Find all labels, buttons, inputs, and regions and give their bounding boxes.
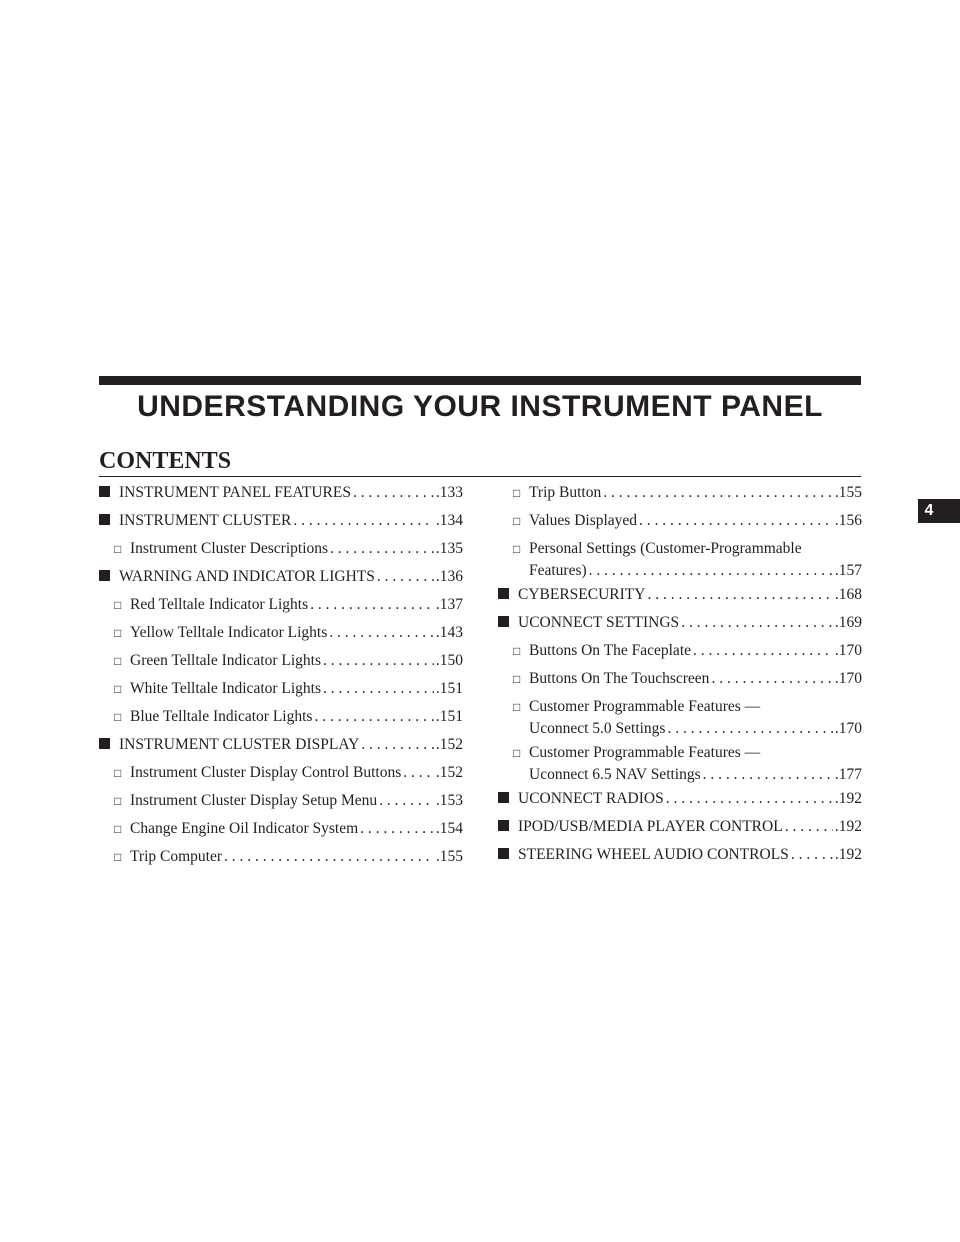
toc-entry-label: WARNING AND INDICATOR LIGHTS <box>119 568 375 585</box>
square-bullet-icon <box>498 584 518 606</box>
toc-entry-page: .168 <box>834 586 862 603</box>
toc-entry[interactable] <box>513 538 862 582</box>
toc-entry-page: .169 <box>834 614 862 631</box>
square-bullet-icon <box>99 734 119 756</box>
toc-entry-label: Buttons On The Touchscreen <box>529 670 710 687</box>
toc-entry-page: .155 <box>834 484 862 501</box>
toc-entry[interactable] <box>114 706 463 728</box>
toc-entry-page: .155 <box>435 848 463 865</box>
toc-entry-page: .133 <box>435 484 463 501</box>
leader-dots <box>314 706 433 728</box>
hollow-square-bullet-icon: □ <box>513 486 521 500</box>
toc-entry-label: Values Displayed <box>529 512 638 529</box>
toc-entry-page: .143 <box>435 624 463 641</box>
contents-heading: CONTENTS <box>99 448 232 474</box>
toc-entry-label: IPOD/USB/MEDIA PLAYER CONTROL <box>518 818 783 835</box>
square-bullet-icon <box>99 482 119 504</box>
toc-entry-label: UCONNECT RADIOS <box>518 790 664 807</box>
chapter-top-rule <box>99 376 861 385</box>
hollow-square-bullet-icon: □ <box>114 794 122 808</box>
toc-entry[interactable] <box>99 510 463 532</box>
leader-dots <box>377 566 434 588</box>
square-bullet-icon <box>498 612 518 634</box>
toc-entry-label: INSTRUMENT CLUSTER <box>119 512 292 529</box>
chapter-tab <box>918 499 960 523</box>
toc-entry-label: Uconnect 5.0 Settings <box>529 720 666 737</box>
toc-entry-label: Instrument Cluster Descriptions <box>130 540 329 557</box>
toc-entry-label: Green Telltale Indicator Lights <box>130 652 322 669</box>
leader-dots <box>667 718 832 740</box>
toc-entry-label: UCONNECT SETTINGS <box>518 614 680 631</box>
leader-dots <box>361 734 434 756</box>
toc-entry-page: .135 <box>435 540 463 557</box>
leader-dots <box>666 788 833 810</box>
toc-entry-page: .177 <box>834 766 862 783</box>
leader-dots <box>603 482 833 504</box>
leader-dots <box>379 790 434 812</box>
leader-dots <box>791 844 833 866</box>
toc-entry[interactable] <box>513 510 862 532</box>
leader-dots <box>323 678 434 700</box>
toc-entry-page: .150 <box>435 652 463 669</box>
toc-entry[interactable] <box>498 816 862 838</box>
toc-entry[interactable] <box>114 678 463 700</box>
toc-entry-page: .170 <box>834 642 862 659</box>
toc-entry[interactable] <box>114 790 463 812</box>
toc-entry-label: Red Telltale Indicator Lights <box>130 596 309 613</box>
toc-entry[interactable] <box>513 668 862 690</box>
hollow-square-bullet-icon: □ <box>513 746 521 760</box>
toc-entry-page: .152 <box>435 736 463 753</box>
toc-entry-label: Trip Computer <box>130 848 223 865</box>
hollow-square-bullet-icon: □ <box>513 514 521 528</box>
toc-entry-label: Uconnect 6.5 NAV Settings <box>529 766 701 783</box>
toc-entry-page: .136 <box>435 568 463 585</box>
toc-entry[interactable] <box>498 844 862 866</box>
leader-dots <box>785 816 833 838</box>
square-bullet-icon <box>498 844 518 866</box>
hollow-square-bullet-icon: □ <box>114 654 122 668</box>
leader-dots <box>647 584 832 606</box>
toc-entry[interactable] <box>114 650 463 672</box>
toc-entry-label: Yellow Telltale Indicator Lights <box>130 624 328 641</box>
toc-entry[interactable] <box>114 594 463 616</box>
leader-dots <box>353 482 434 504</box>
hollow-square-bullet-icon: □ <box>114 822 122 836</box>
toc-entry-page: .156 <box>834 512 862 529</box>
hollow-square-bullet-icon: □ <box>114 850 122 864</box>
toc-entry-label: Change Engine Oil Indicator System <box>130 820 359 837</box>
toc-entry-label: Instrument Cluster Display Setup Menu <box>130 792 378 809</box>
toc-entry-label: Features) <box>529 562 587 579</box>
toc-entry-page: .192 <box>834 846 862 863</box>
hollow-square-bullet-icon: □ <box>114 710 122 724</box>
toc-entry[interactable] <box>114 846 463 868</box>
hollow-square-bullet-icon: □ <box>114 598 122 612</box>
leader-dots <box>589 560 833 582</box>
leader-dots <box>310 594 434 616</box>
toc-entry-label: STEERING WHEEL AUDIO CONTROLS <box>518 846 789 863</box>
leader-dots <box>293 510 433 532</box>
leader-dots <box>693 640 833 662</box>
leader-dots <box>403 762 434 784</box>
toc-entry[interactable] <box>513 742 862 786</box>
toc-entry[interactable] <box>513 482 862 504</box>
toc-entry-page: .192 <box>834 790 862 807</box>
toc-entry-label: INSTRUMENT CLUSTER DISPLAY <box>119 736 360 753</box>
toc-entry[interactable] <box>99 566 463 588</box>
square-bullet-icon <box>498 788 518 810</box>
hollow-square-bullet-icon: □ <box>513 700 521 714</box>
leader-dots <box>329 622 434 644</box>
toc-entry-page: .152 <box>435 764 463 781</box>
toc-entry[interactable] <box>498 788 862 810</box>
chapter-title: UNDERSTANDING YOUR INSTRUMENT PANEL <box>137 390 823 423</box>
toc-entry-page: .153 <box>435 792 463 809</box>
toc-entry[interactable] <box>99 734 463 756</box>
toc-entry-label: Instrument Cluster Display Control Buttons <box>130 764 402 781</box>
hollow-square-bullet-icon: □ <box>114 682 122 696</box>
leader-dots <box>703 764 833 786</box>
toc-entry[interactable] <box>114 762 463 784</box>
toc-entry-page: .151 <box>435 708 463 725</box>
toc-entry[interactable] <box>114 538 463 560</box>
hollow-square-bullet-icon: □ <box>114 542 122 556</box>
toc-entry-label: Blue Telltale Indicator Lights <box>130 708 313 725</box>
hollow-square-bullet-icon: □ <box>114 626 122 640</box>
contents-rule <box>99 476 861 477</box>
hollow-square-bullet-icon: □ <box>513 672 521 686</box>
leader-dots <box>330 538 434 560</box>
square-bullet-icon <box>498 816 518 838</box>
hollow-square-bullet-icon: □ <box>513 644 521 658</box>
leader-dots <box>323 650 434 672</box>
toc-entry[interactable] <box>114 818 463 840</box>
toc-entry-label: Customer Programmable Features — <box>529 744 761 761</box>
toc-entry-page: .134 <box>435 512 463 529</box>
toc-entry-label: Trip Button <box>529 484 602 501</box>
toc-entry-page: .192 <box>834 818 862 835</box>
hollow-square-bullet-icon: □ <box>114 766 122 780</box>
toc-entry-page: .154 <box>435 820 463 837</box>
toc-entry-label: CYBERSECURITY <box>518 586 646 603</box>
toc-entry-label: Customer Programmable Features — <box>529 698 761 715</box>
toc-entry-label: White Telltale Indicator Lights <box>130 680 322 697</box>
square-bullet-icon <box>99 510 119 532</box>
leader-dots <box>639 510 833 532</box>
toc-entry[interactable] <box>498 584 862 606</box>
toc-entry[interactable] <box>513 696 862 740</box>
toc-entry-label: Buttons On The Faceplate <box>529 642 692 659</box>
toc-entry-page: .170 <box>834 670 862 687</box>
toc-entry-page: .157 <box>834 562 862 579</box>
leader-dots <box>224 846 434 868</box>
chapter-number: 4 <box>924 502 934 519</box>
toc-entry[interactable] <box>99 482 463 504</box>
toc-entry[interactable] <box>498 612 862 634</box>
hollow-square-bullet-icon: □ <box>513 542 521 556</box>
toc-entry-page: .170 <box>834 720 862 737</box>
leader-dots <box>360 818 434 840</box>
toc-entry-page: .137 <box>435 596 463 613</box>
toc-entry-label: INSTRUMENT PANEL FEATURES <box>119 484 351 501</box>
leader-dots <box>711 668 832 690</box>
leader-dots <box>681 612 833 634</box>
toc-entry[interactable] <box>114 622 463 644</box>
square-bullet-icon <box>99 566 119 588</box>
toc-entry[interactable] <box>513 640 862 662</box>
toc-entry-label: Personal Settings (Customer-Programmable <box>529 540 802 557</box>
toc-entry-page: .151 <box>435 680 463 697</box>
